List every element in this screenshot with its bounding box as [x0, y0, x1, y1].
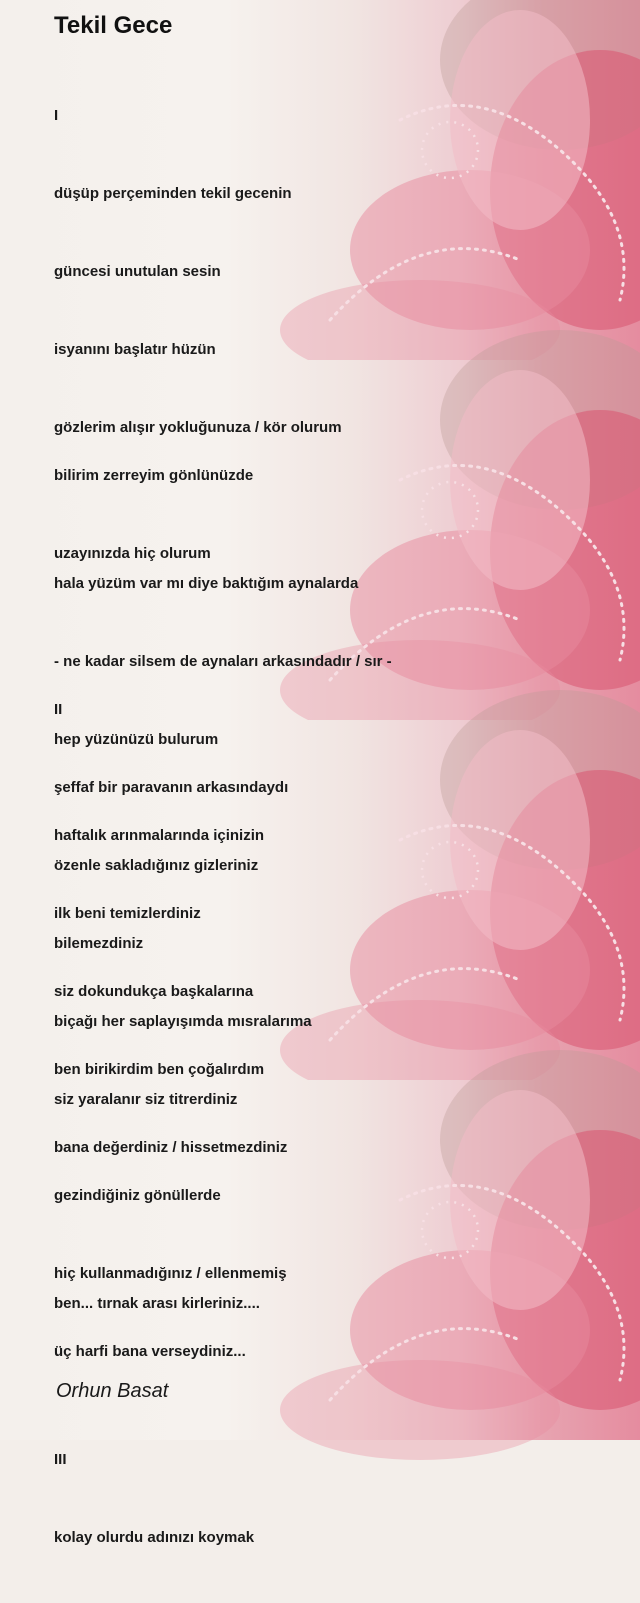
poem-line: isyanını başlatır hüzün — [54, 341, 216, 358]
poem-line: hep yüzünüzü bulurum — [54, 731, 219, 748]
poem-line: ilk beni temizlerdiniz — [54, 905, 201, 922]
poem-line: III — [54, 1451, 67, 1468]
poem-line: özenle sakladığınız gizleriniz — [54, 857, 259, 874]
poem-line: I — [54, 107, 59, 124]
poem-line: ben birikirdim ben çoğalırdım — [54, 1061, 265, 1078]
poem-line: uzayınızda hiç olurum — [54, 545, 211, 562]
poem-line: güncesi unutulan sesin — [54, 263, 221, 280]
poem-line: kolay olurdu adınızı koymak — [54, 1529, 255, 1546]
poem-line: bana değerdiniz / hissetmezdiniz — [54, 1139, 288, 1156]
poem-line: siz dokundukça başkalarına — [54, 983, 254, 1000]
poem-line: üç harfi bana verseydiniz... — [54, 1343, 246, 1360]
poem-line: şeffaf bir paravanın arkasındaydı — [54, 779, 289, 796]
poem-author: Orhun Basat — [56, 1380, 169, 1402]
poem-line: ben... tırnak arası kirleriniz.... — [54, 1295, 260, 1312]
poem-line: bilemezdiniz — [54, 935, 144, 952]
poem-line: gezindiğiniz gönüllerde — [54, 1187, 221, 1204]
poem-line: II — [54, 701, 63, 718]
poem-line: biçağı her saplayışımda mısralarıma — [54, 1013, 312, 1030]
poem-line: siz yaralanır siz titrerdiniz — [54, 1091, 238, 1108]
poem-line — [54, 619, 312, 645]
poem-title: Tekil Gece — [54, 12, 173, 39]
poem-line: hala yüzüm var mı diye baktığım aynalarda — [54, 575, 359, 592]
poem-stanza-block-4 — [54, 1131, 287, 1417]
poem-line: düşüp perçeminden tekil gecenin — [54, 185, 292, 202]
poem-line: haftalık arınmalarında içinizin — [54, 827, 265, 844]
poem-line: - ne kadar silsem de aynaları arkasındadır / sır - — [54, 653, 392, 670]
poem-line: bilirim zerreyim gönlünüzde — [54, 467, 254, 484]
poem-line: hiç kullanmadığınız / ellenmemiş — [54, 1265, 287, 1282]
poem-line: gözlerim alışır yokluğunuza / kör olurum — [54, 419, 342, 436]
